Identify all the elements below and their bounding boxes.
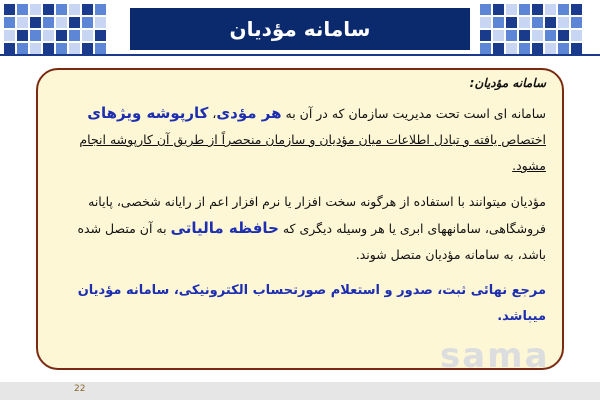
page-title: سامانه مؤدیان — [229, 17, 371, 41]
grid-square — [506, 43, 517, 54]
header — [0, 0, 600, 58]
p1-text-c: اختصاص یافته و تبادل اطلاعات میان مؤدیان و سازمان منحصراً از طریق آن کارپوشه انجام مشود. — [79, 132, 546, 173]
p1-text-b: ، — [208, 106, 217, 121]
grid-square — [4, 30, 15, 41]
grid-square — [519, 17, 530, 28]
grid-square — [480, 43, 491, 54]
grid-square — [506, 30, 517, 41]
grid-square — [519, 43, 530, 54]
grid-square — [82, 30, 93, 41]
grid-square — [480, 17, 491, 28]
grid-square — [480, 4, 491, 15]
grid-square — [532, 4, 543, 15]
grid-square — [82, 17, 93, 28]
grid-square — [571, 43, 582, 54]
grid-square — [43, 17, 54, 28]
grid-square — [571, 17, 582, 28]
p1-highlight-1: هر مؤدی — [216, 104, 282, 122]
grid-square — [4, 17, 15, 28]
grid-square — [17, 43, 28, 54]
title-bar — [130, 8, 470, 50]
section-subhead: سامانه مؤدیان: — [469, 76, 546, 90]
grid-square — [545, 17, 556, 28]
grid-square — [480, 30, 491, 41]
grid-square — [558, 30, 569, 41]
grid-square — [558, 17, 569, 28]
grid-square — [43, 30, 54, 41]
grid-square — [69, 43, 80, 54]
grid-square — [56, 17, 67, 28]
grid-square — [532, 30, 543, 41]
grid-square — [506, 17, 517, 28]
paragraph-3: مرجع نهائی ثبت، صدور و استعلام صورتحساب الکترونیکی، سامانه مؤدیان میباشد. — [77, 283, 546, 324]
paragraph-1 — [52, 100, 546, 179]
grid-square — [558, 4, 569, 15]
p1-text-a: سامانه ای است تحت مدیریت سازمان که در آن به — [281, 106, 546, 121]
grid-square — [56, 43, 67, 54]
grid-square — [532, 17, 543, 28]
grid-square — [56, 30, 67, 41]
grid-square — [30, 17, 41, 28]
page-number: 22 — [74, 384, 86, 394]
p1-highlight-2: کارپوشه ویژهای — [87, 104, 209, 122]
grid-square — [532, 43, 543, 54]
grid-square — [493, 43, 504, 54]
grid-square — [17, 30, 28, 41]
header-divider — [0, 54, 600, 56]
grid-square — [17, 4, 28, 15]
grid-square — [30, 43, 41, 54]
decorative-grid-left — [4, 4, 120, 56]
p2-text-a: مؤدیان میتوانند با استفاده از هرگونه سخت افزار یا نرم افزار اعم از رایانه شخصی، پایانه فروشگاهی، سامانههای ابری یا هر وسیله دیگری که — [88, 194, 546, 236]
grid-square — [4, 43, 15, 54]
grid-square — [493, 17, 504, 28]
grid-square — [558, 43, 569, 54]
grid-square — [519, 30, 530, 41]
grid-square — [43, 4, 54, 15]
grid-square — [493, 4, 504, 15]
grid-square — [545, 43, 556, 54]
grid-square — [56, 4, 67, 15]
grid-square — [545, 30, 556, 41]
content-area — [52, 76, 546, 366]
grid-square — [506, 4, 517, 15]
decorative-grid-right — [480, 4, 596, 56]
grid-square — [493, 30, 504, 41]
grid-square — [82, 43, 93, 54]
grid-square — [571, 30, 582, 41]
grid-square — [519, 4, 530, 15]
grid-square — [545, 4, 556, 15]
grid-square — [95, 30, 106, 41]
paragraph-2 — [52, 189, 546, 268]
grid-square — [69, 4, 80, 15]
p2-highlight: حافظه مالیاتی — [170, 219, 279, 237]
grid-square — [69, 30, 80, 41]
grid-square — [4, 4, 15, 15]
watermark-logo: sama — [440, 336, 550, 376]
grid-square — [95, 4, 106, 15]
footer-bar — [0, 382, 600, 400]
grid-square — [571, 4, 582, 15]
grid-square — [30, 4, 41, 15]
grid-square — [95, 17, 106, 28]
p2-text-b: به آن متصل شده باشد، به سامانه مؤدیان متصل شوند. — [77, 221, 546, 262]
grid-square — [43, 43, 54, 54]
grid-square — [30, 30, 41, 41]
grid-square — [69, 17, 80, 28]
grid-square — [95, 43, 106, 54]
grid-square — [82, 4, 93, 15]
grid-square — [17, 17, 28, 28]
